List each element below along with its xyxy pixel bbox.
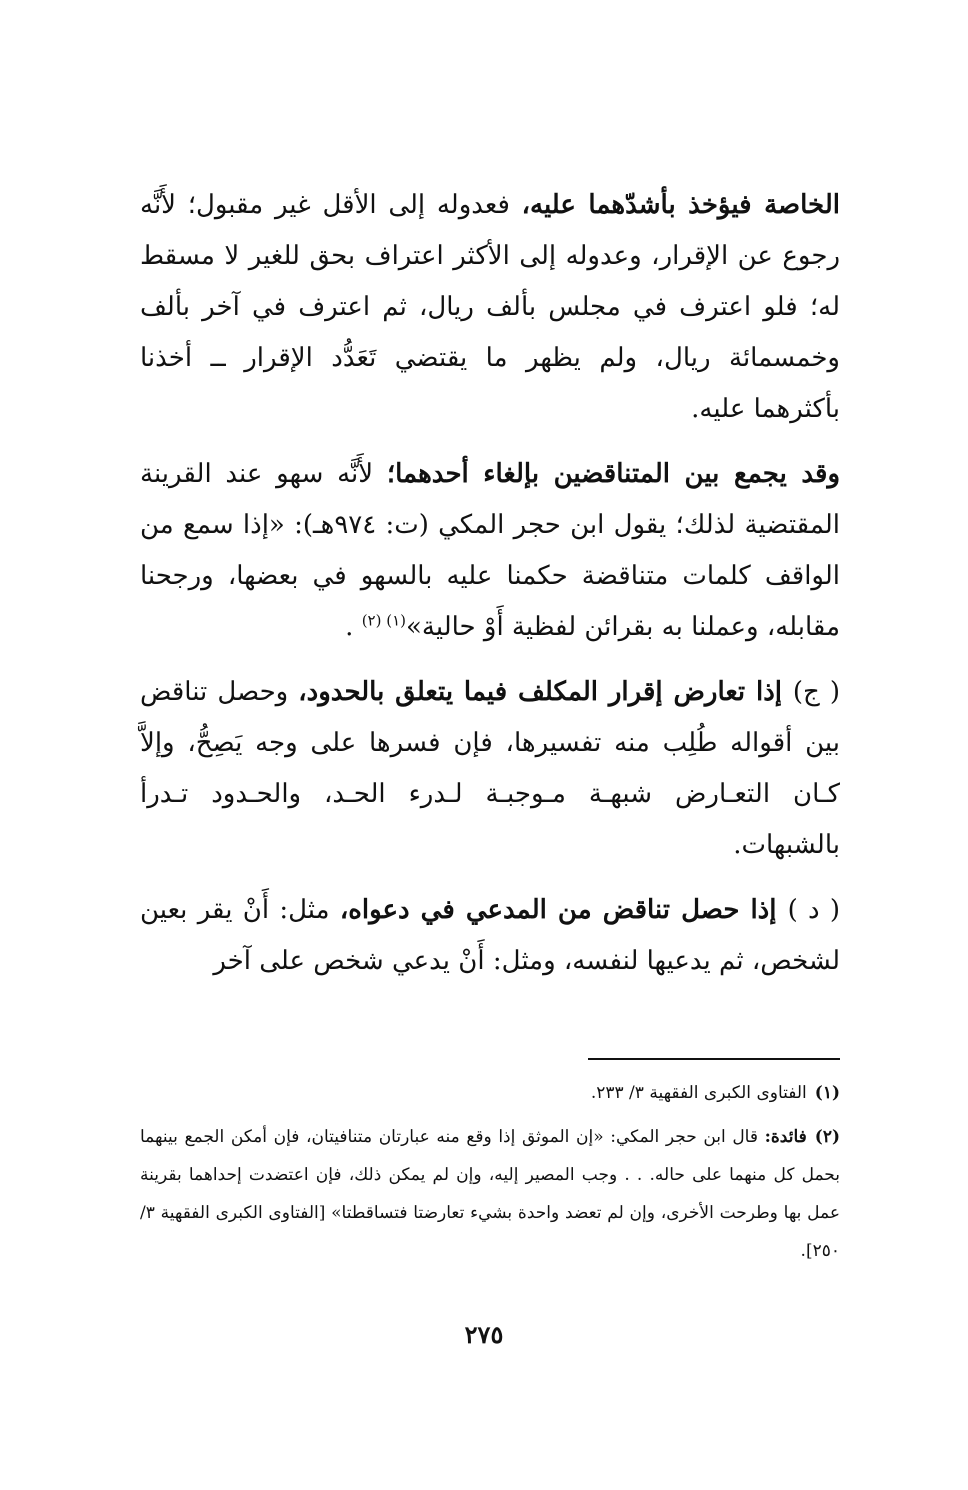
page-number: ٢٧٥ bbox=[464, 1320, 504, 1349]
footnote-references: (١) (٢) bbox=[361, 611, 407, 630]
paragraph-4-label: ( د ) bbox=[787, 895, 840, 925]
footnote-1-text: الفتاوى الكبرى الفقهية ٣/ ٢٣٣. bbox=[590, 1083, 807, 1103]
footnote-2 bbox=[140, 1118, 840, 1270]
paragraph-3-text: وحصل تناقض بين أقواله طُلِب منه تفسيرها، فإن فسرها على وجه يَصِحُّ، وإلاَّ كـان التعـارض شبهـة مـوجبـة لـدرء الحـد، والحـدود تـدرأ بالشبهات. bbox=[140, 677, 840, 860]
footnote-divider bbox=[588, 1058, 840, 1060]
paragraph-3 bbox=[140, 667, 840, 871]
paragraph-2-bold-lead: وقد يجمع بين المتناقضين بإلغاء أحدهما؛ bbox=[386, 459, 840, 489]
paragraph-4 bbox=[140, 885, 840, 987]
footnote-1 bbox=[140, 1074, 840, 1112]
paragraph-4-text: مثل: أَنْ يقر بعين لشخص، ثم يدعيها لنفسه، ومثل: أَنْ يدعي شخص على آخر bbox=[140, 895, 840, 976]
paragraph-4-bold-lead: إذا حصل تناقض من المدعي في دعواه، bbox=[339, 895, 788, 925]
paragraph-2-text: لأَنَّه سهو عند القرينة المقتضية لذلك؛ يقول ابن حجر المكي (ت: ٩٧٤هـ): «إذا سمع من الواقف كلمات متناقضة حكمنا عليه بالسهو في بعضها، ورجحنا مقابله، وعملنا به بقرائن لفظية أَوْ حالية» bbox=[140, 459, 840, 642]
paragraph-1 bbox=[140, 180, 840, 435]
paragraph-2 bbox=[140, 449, 840, 653]
paragraph-3-bold-lead: إذا تعارض إقرار المكلف فيما يتعلق بالحدود، bbox=[298, 677, 793, 707]
footnote-2-label: فائدة: bbox=[764, 1127, 807, 1147]
paragraph-2-tail: . bbox=[345, 612, 362, 642]
paragraph-1-bold-lead: الخاصة فيؤخذ بأشدّهما عليه، bbox=[521, 190, 840, 220]
footnotes bbox=[140, 1074, 840, 1276]
footnote-2-text: قال ابن حجر المكي: «إن الموثق إذا وقع منه عبارتان متنافيتان، فإن أمكن الجمع بينهما بحمل كل منهما على حاله. . . وجب المصير إليه، وإن لم يمكن ذلك، فإن اعتضدت إحداهما بقرينة عمل بها وطرحت الأخرى، وإن لم تعضد واحدة بشيء تعارضتا فتساقطتا» [الفتاوى الكبرى الفقهية ٣/ ٢٥٠]. bbox=[140, 1127, 840, 1261]
footnote-2-number: (٢) bbox=[814, 1127, 840, 1147]
main-text bbox=[140, 180, 840, 1001]
paragraph-3-label: ( ج) bbox=[792, 677, 840, 707]
footnote-1-number: (١) bbox=[814, 1083, 840, 1103]
paragraph-1-text: فعدوله إلى الأقل غير مقبول؛ لأَنَّه رجوع عن الإقرار، وعدوله إلى الأكثر اعتراف بحق للغير لا مسقط له؛ فلو اعترف في مجلس بألف ريال، ثم اعترف في آخر بألف وخمسمائة ريال، ولم يظهر ما يقتضي تَعَدُّد الإقرار ــ أخذنا بأكثرهما عليه. bbox=[140, 190, 840, 424]
